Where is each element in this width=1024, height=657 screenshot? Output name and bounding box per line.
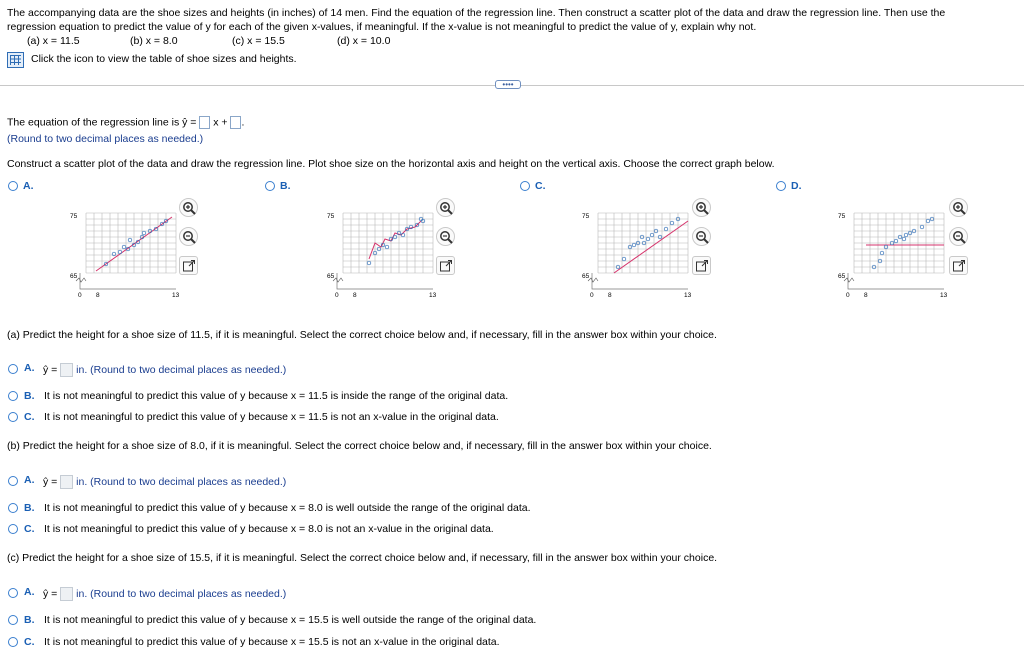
x-left-tick: 8 <box>96 292 100 299</box>
answer-hint: in. (Round to two decimal places as needed.) <box>76 475 287 488</box>
x-right-tick: 13 <box>684 292 692 299</box>
regression-line <box>614 221 688 273</box>
expand-dots-button[interactable]: •••• <box>495 80 521 89</box>
y-hat-equals: ŷ = <box>43 587 58 600</box>
expand-icon[interactable] <box>949 256 968 275</box>
scatter-option-d-radio[interactable] <box>776 181 786 191</box>
question-c-option-b-radio[interactable] <box>8 615 18 625</box>
zoom-in-icon[interactable] <box>949 198 968 217</box>
scatter-graph-a[interactable] <box>66 207 182 299</box>
axes <box>848 273 944 289</box>
zoom-out-icon[interactable] <box>949 227 968 246</box>
option-letter: B. <box>24 614 35 626</box>
question-a-option-a-radio[interactable] <box>8 364 18 374</box>
option-letter: C. <box>24 523 35 535</box>
y-bottom-tick: 65 <box>70 273 78 280</box>
x-right-tick: 13 <box>429 292 437 299</box>
scatter-graph-d[interactable] <box>834 207 950 299</box>
option-letter: A. <box>24 474 35 486</box>
question-c-option-a-row <box>43 587 286 601</box>
regression-prompt: The equation of the regression line is ŷ = <box>7 116 197 129</box>
data-points <box>367 217 425 265</box>
zoom-in-icon[interactable] <box>436 198 455 217</box>
option-letter: B. <box>24 502 35 514</box>
option-letter: A. <box>24 586 35 598</box>
expand-icon[interactable] <box>692 256 711 275</box>
axis-break-icon <box>844 278 854 282</box>
question-b-option-a-row <box>43 475 286 489</box>
y-top-tick: 75 <box>838 213 846 220</box>
y-hat-equals: ŷ = <box>43 475 58 488</box>
option-letter: A. <box>24 362 35 374</box>
y-bottom-tick: 65 <box>582 273 590 280</box>
zoom-in-icon[interactable] <box>179 198 198 217</box>
axes <box>337 273 433 289</box>
question-c-option-c-radio[interactable] <box>8 637 18 647</box>
zoom-out-icon[interactable] <box>179 227 198 246</box>
answer-input-b[interactable] <box>60 475 73 489</box>
question-b-prompt: (b) Predict the height for a shoe size of 8.0, if it is meaningful. Select the correct choice below and, if necessary, fill in the answer box within your choice. <box>7 440 712 452</box>
x-left-tick: 8 <box>864 292 868 299</box>
x-right-tick: 13 <box>940 292 948 299</box>
question-c-option-a-radio[interactable] <box>8 588 18 598</box>
part-c-label: (c) x = 15.5 <box>232 35 285 47</box>
table-link-text[interactable]: Click the icon to view the table of shoe sizes and heights. <box>31 53 297 65</box>
question-c-option-b-text: It is not meaningful to predict this value of y because x = 15.5 is well outside the range of the original data. <box>44 614 537 626</box>
part-a-label: (a) x = 11.5 <box>27 35 80 47</box>
y-top-tick: 75 <box>70 213 78 220</box>
table-icon[interactable] <box>7 52 24 68</box>
intro-line-2: regression equation to predict the value of y for each of the given x-values, if meaningful. If the x-value is not meaningful to predict the value of y, explain why not. <box>7 21 757 33</box>
question-b-option-c-radio[interactable] <box>8 524 18 534</box>
question-b-option-a-radio[interactable] <box>8 476 18 486</box>
question-b-option-b-text: It is not meaningful to predict this value of y because x = 8.0 is well outside the range of the original data. <box>44 502 531 514</box>
zoom-in-icon[interactable] <box>692 198 711 217</box>
scatter-option-c-radio[interactable] <box>520 181 530 191</box>
period-text: . <box>241 116 245 129</box>
y-bottom-tick: 65 <box>327 273 335 280</box>
option-letter: C. <box>24 411 35 423</box>
y-top-tick: 75 <box>327 213 335 220</box>
x-plus-text: x + <box>213 116 228 129</box>
answer-hint: in. (Round to two decimal places as needed.) <box>76 587 287 600</box>
scatter-option-a-letter: A. <box>23 180 34 192</box>
question-a-option-c-text: It is not meaningful to predict this value of y because x = 11.5 is not an x-value in the original data. <box>44 411 499 423</box>
x-left-tick: 8 <box>353 292 357 299</box>
question-a-prompt: (a) Predict the height for a shoe size of 11.5, if it is meaningful. Select the correct choice below and, if necessary, fill in the answer box within your choice. <box>7 329 717 341</box>
axis-break-icon <box>333 278 343 282</box>
regression-equation-row <box>7 116 244 129</box>
axes <box>592 273 688 289</box>
slope-input[interactable] <box>199 116 210 129</box>
option-letter: B. <box>24 390 35 402</box>
origin-tick: 0 <box>846 292 850 299</box>
scatter-option-a-radio[interactable] <box>8 181 18 191</box>
grid-lines <box>854 213 944 273</box>
scatter-graph-c[interactable] <box>578 207 694 299</box>
answer-hint: in. (Round to two decimal places as needed.) <box>76 363 287 376</box>
question-a-option-b-radio[interactable] <box>8 391 18 401</box>
scatter-prompt: Construct a scatter plot of the data and draw the regression line. Plot shoe size on the horizontal axis and height on the vertical axis. Choose the correct graph below. <box>7 158 775 170</box>
question-c-option-c-text: It is not meaningful to predict this value of y because x = 15.5 is not an x-value in the original data. <box>44 636 500 648</box>
answer-input-a[interactable] <box>60 363 73 377</box>
part-b-label: (b) x = 8.0 <box>130 35 178 47</box>
scatter-option-d-letter: D. <box>791 180 802 192</box>
scatter-option-c-letter: C. <box>535 180 546 192</box>
regression-hint: (Round to two decimal places as needed.) <box>7 133 204 145</box>
scatter-option-b-letter: B. <box>280 180 291 192</box>
x-left-tick: 8 <box>608 292 612 299</box>
intercept-input[interactable] <box>230 116 241 129</box>
question-a-option-b-text: It is not meaningful to predict this value of y because x = 11.5 is inside the range of the original data. <box>44 390 509 402</box>
y-top-tick: 75 <box>582 213 590 220</box>
answer-input-c[interactable] <box>60 587 73 601</box>
origin-tick: 0 <box>590 292 594 299</box>
origin-tick: 0 <box>78 292 82 299</box>
part-d-label: (d) x = 10.0 <box>337 35 391 47</box>
grid-lines <box>598 213 688 273</box>
axis-break-icon <box>76 278 86 282</box>
origin-tick: 0 <box>335 292 339 299</box>
axes <box>80 273 176 289</box>
intro-line-1: The accompanying data are the shoe sizes and heights (in inches) of 14 men. Find the equation of the regression line. Then construct a scatter plot of the data and draw the regression line. Then use the <box>7 7 946 19</box>
zoom-out-icon[interactable] <box>692 227 711 246</box>
y-bottom-tick: 65 <box>838 273 846 280</box>
scatter-option-b-radio[interactable] <box>265 181 275 191</box>
option-letter: C. <box>24 636 35 648</box>
x-right-tick: 13 <box>172 292 180 299</box>
question-a-option-a-row <box>43 363 286 377</box>
question-b-option-b-radio[interactable] <box>8 503 18 513</box>
question-a-option-c-radio[interactable] <box>8 412 18 422</box>
expand-icon[interactable] <box>436 256 455 275</box>
expand-icon[interactable] <box>179 256 198 275</box>
axis-break-icon <box>588 278 598 282</box>
question-b-option-c-text: It is not meaningful to predict this value of y because x = 8.0 is not an x-value in the original data. <box>44 523 494 535</box>
y-hat-equals: ŷ = <box>43 363 58 376</box>
scatter-graph-b[interactable] <box>323 207 439 299</box>
question-c-prompt: (c) Predict the height for a shoe size of 15.5, if it is meaningful. Select the correct choice below and, if necessary, fill in the answer box within your choice. <box>7 552 718 564</box>
zoom-out-icon[interactable] <box>436 227 455 246</box>
